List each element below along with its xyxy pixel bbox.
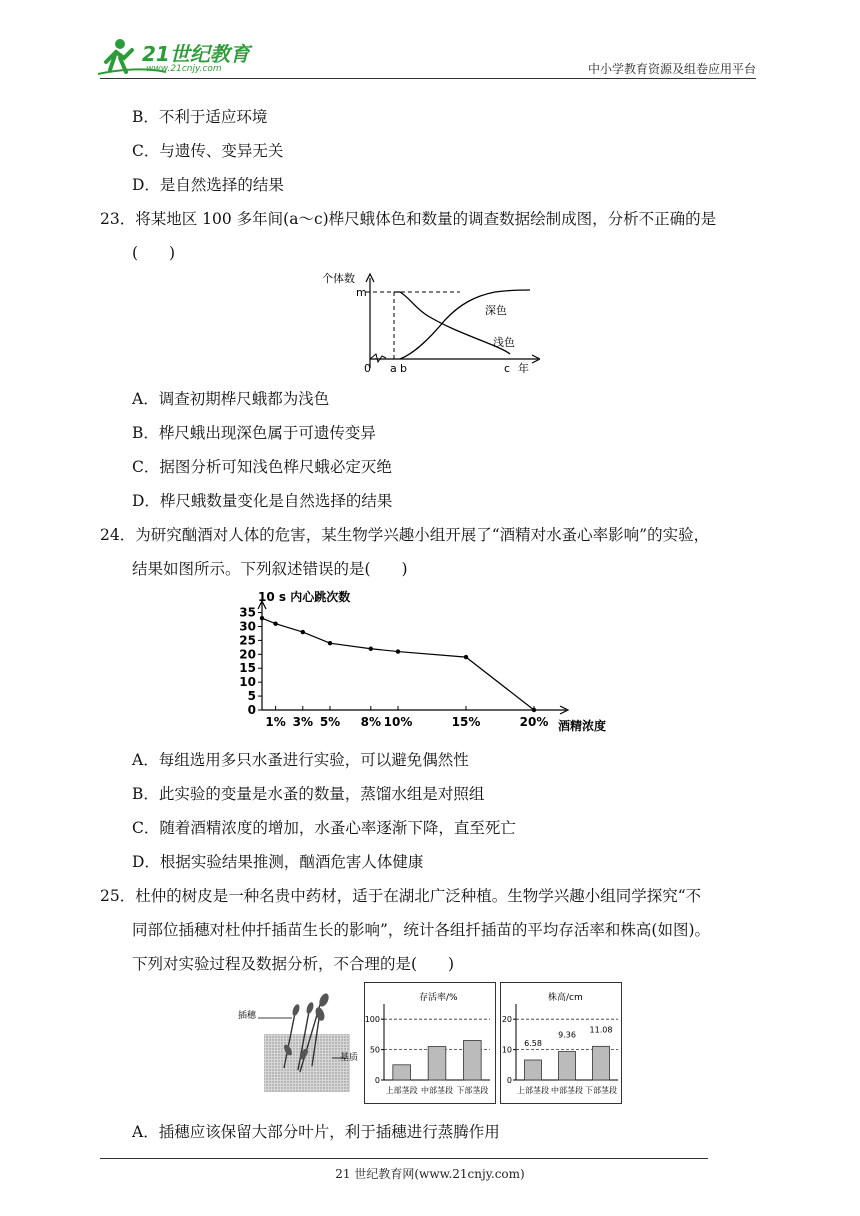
bar-chart-category-label: 下部茎段 [456,1086,489,1095]
bar-chart-bar [464,1040,482,1080]
chart1-xlabel: 酒精浓度 [558,719,607,733]
chart1-x-tick-label: 5% [319,715,341,729]
q22-option-b: B．不利于适应环境 [132,108,268,126]
bar-chart-y-tick-label: 0 [506,1076,512,1085]
bar-chart-bar [559,1052,576,1080]
q23-b-label: b [400,362,407,375]
chart1-x-tick-label: 8% [360,715,381,729]
bar-chart-category-label: 下部茎段 [585,1086,617,1095]
bar-chart-data-label: 11.08 [589,1025,613,1035]
q23-option-a: A．调查初期桦尺蛾都为浅色 [132,390,330,408]
q25-cutting-illustration [236,988,360,1098]
q23-light-label: 浅色 [493,336,515,349]
q23-origin-label: 0 [364,362,371,375]
header-divider [100,78,756,79]
fig-cutting-label: 插穗 [238,1011,257,1021]
header-platform-text: 中小学教育资源及组卷应用平台 [587,62,756,76]
chart1-data-point [369,647,373,651]
q25-plant-height-chart [500,982,622,1104]
q23-option-d: D．桦尺蛾数量变化是自然选择的结果 [132,492,393,510]
q23-stem-line2: ( ) [132,244,176,262]
q24-option-a: A．每组选用多只水蚤进行实验，可以避免偶然性 [132,751,469,769]
chart1-x-tick-label: 10% [383,715,413,729]
logo-text: 21世纪教育 [142,42,250,66]
bar-chart-category-label: 上部茎段 [517,1086,549,1095]
q23-m-label: m [356,286,367,299]
q24-option-b: B．此实验的变量是水蚤的数量，蒸馏水组是对照组 [132,785,485,803]
footer-text: 21 世纪教育网(www.21cnjy.com) [335,1167,525,1181]
chart1-y-tick-label: 20 [239,647,256,662]
chart1-data-point [328,641,332,645]
q23-ylabel: 个体数 [322,272,355,285]
bar-chart-category-label: 中部茎段 [551,1086,583,1095]
footer-divider [100,1158,708,1159]
chart1-y-tick-label: 35 [239,605,256,620]
q25-survival-rate-chart [364,982,496,1104]
chart1-y-tick-label: 25 [239,633,256,648]
bar-chart-bar [525,1060,542,1080]
q23-option-b: B．桦尺蛾出现深色属于可遗传变异 [132,424,376,442]
chart1-y-tick-label: 30 [239,619,256,634]
chart1-x-tick-label: 20% [519,715,549,729]
q23-moth-figure [320,268,540,378]
bar-chart-data-label: 6.58 [524,1038,542,1048]
fig-substrate-label: 基质 [340,1053,359,1063]
q23-a-label: a [390,362,397,375]
substrate-block [264,1034,350,1092]
site-logo [96,36,266,78]
bar-chart-y-tick-label: 20 [501,1015,512,1025]
q23-stem-line1: 23．将某地区 100 多年间(a～c)桦尺蛾体色和数量的调查数据绘制成图，分析不正确的是 [100,210,717,228]
bar-chart-bar [593,1046,610,1080]
chart1-data-point [301,630,305,634]
bar-chart-data-label: 9.36 [558,1030,576,1040]
q22-option-c: C．与遗传、变异无关 [132,142,284,160]
bar-chart-category-label: 中部茎段 [421,1086,453,1095]
q23-dark-label: 深色 [485,304,507,317]
q24-option-d: D．根据实验结果推测，酗酒危害人体健康 [132,853,424,871]
q23-option-c: C．据图分析可知浅色桦尺蛾必定灭绝 [132,458,392,476]
chart1-x-tick-label: 15% [451,715,481,729]
q25-stem-line2: 同部位插穗对杜仲扦插苗生长的影响”，统计各组扦插苗的平均存活率和株高(如图)。 [132,921,711,939]
chart1-data-point [260,616,264,620]
chart1-data-point [273,622,277,626]
q24-heart-rate-chart [236,585,626,735]
bar-chart-y-tick-label: 0 [374,1076,380,1085]
q25-option-a: A．插穗应该保留大部分叶片，利于插穗进行蒸腾作用 [132,1123,500,1141]
chart1-y-tick-label: 0 [247,703,256,717]
q24-stem-line1: 24．为研究酗酒对人体的危害，某生物学兴趣小组开展了“酒精对水蚤心率影响”的实验， [100,526,710,544]
q24-option-c: C．随着酒精浓度的增加，水蚤心率逐渐下降，直至死亡 [132,819,516,837]
q24-stem-line2: 结果如图所示。下列叙述错误的是( ) [132,560,408,578]
chart1-x-tick-label: 3% [292,715,313,729]
chart1-data-point [396,649,400,653]
chart1-y-tick-label: 5 [247,689,256,704]
q25-stem-line3: 下列对实验过程及数据分析，不合理的是( ) [132,955,455,973]
chart1-data-point [464,655,468,659]
bar-chart-y-tick-label: 50 [369,1045,380,1055]
bar-chart-y-tick-label: 10 [501,1045,512,1055]
bar-chart-bar [393,1065,411,1080]
chart1-y-tick-label: 15 [239,661,256,676]
chart3-title: 株高/cm [548,993,583,1003]
chart1-x-tick-label: 1% [265,715,286,729]
logo-url: www.21cnjy.com [146,64,222,74]
q22-option-d: D．是自然选择的结果 [132,176,284,194]
chart1-y-tick-label: 10 [239,675,256,690]
bar-chart-bar [428,1047,446,1080]
chart1-data-point [532,708,536,712]
q23-xlabel: 年 [518,362,529,375]
q23-c-label: c [504,362,511,375]
chart2-title: 存活率/% [419,993,458,1003]
bar-chart-y-tick-label: 100 [364,1015,380,1025]
bar-chart-category-label: 上部茎段 [385,1086,418,1095]
q25-stem-line1: 25．杜仲的树皮是一种名贵中药材，适于在湖北广泛种植。生物学兴趣小组同学探究“不 [100,887,702,905]
chart1-ylabel: 10 s 内心跳次数 [258,590,351,604]
